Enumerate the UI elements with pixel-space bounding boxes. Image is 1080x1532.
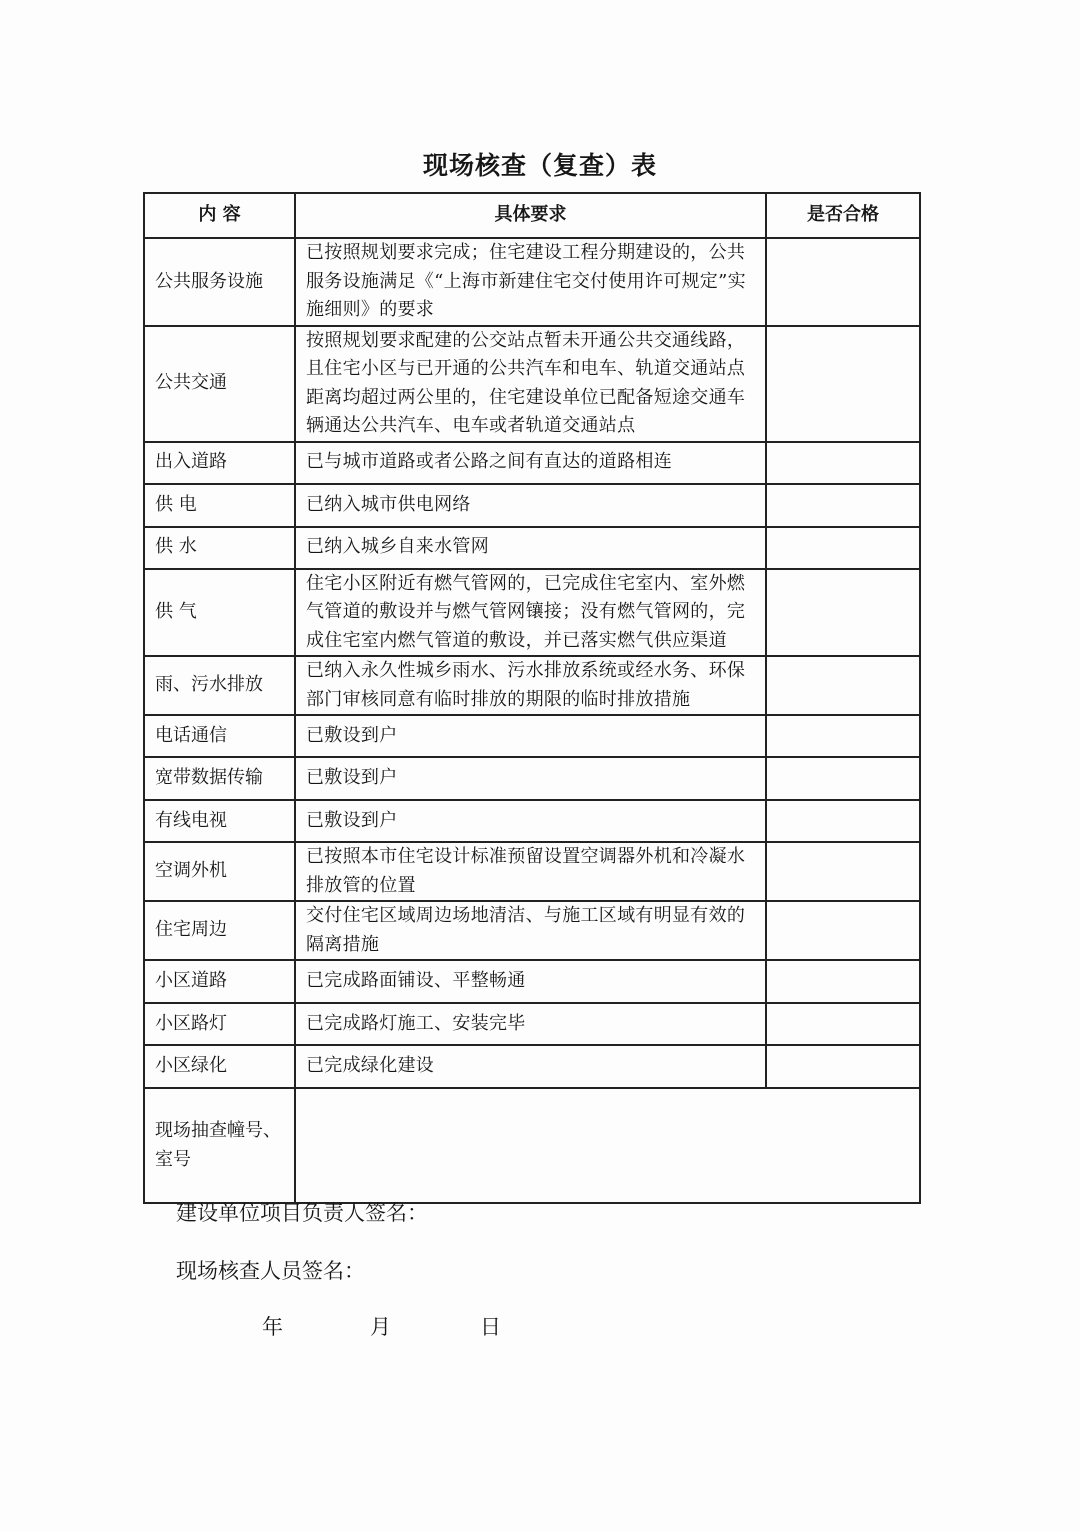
row-result-cell[interactable]: [766, 484, 920, 527]
row-result-cell[interactable]: [766, 1003, 920, 1045]
developer-signature-label: 建设单位项目负责人签名：: [176, 1201, 428, 1225]
header-qualified: 是否合格: [766, 193, 920, 238]
table-row: [144, 960, 920, 1003]
row-requirement: 交付住宅区域周边场地清洁、与施工区域有明显有效的隔离措施: [295, 901, 766, 960]
row-item: 公共服务设施: [144, 238, 295, 326]
inspector-signature-label: 现场核查人员签名：: [176, 1259, 365, 1283]
table-row: [144, 757, 920, 800]
row-item: 小区道路: [144, 960, 295, 1003]
row-result-cell[interactable]: [766, 960, 920, 1003]
table-row: [144, 442, 920, 484]
row-requirement: 已按照规划要求完成；住宅建设工程分期建设的，公共服务设施满足《“上海市新建住宅交付使用许可规定”实施细则》的要求: [295, 238, 766, 326]
row-item: 小区路灯: [144, 1003, 295, 1045]
row-result-cell[interactable]: [766, 842, 920, 901]
table-row: [144, 800, 920, 842]
spot-check-label: 现场抽查幢号、室号: [144, 1088, 295, 1203]
row-requirement: 已按照本市住宅设计标准预留设置空调器外机和冷凝水排放管的位置: [295, 842, 766, 901]
row-result-cell[interactable]: [766, 1045, 920, 1088]
spot-check-field[interactable]: [295, 1088, 920, 1203]
row-item: 出入道路: [144, 442, 295, 484]
row-result-cell[interactable]: [766, 326, 920, 442]
header-requirement: 具体要求: [295, 193, 766, 238]
row-result-cell[interactable]: [766, 800, 920, 842]
row-requirement: 住宅小区附近有燃气管网的，已完成住宅室内、室外燃气管道的敷设并与燃气管网镶接；没有燃气管网的，完成住宅室内燃气管道的敷设，并已落实燃气供应渠道: [295, 569, 766, 657]
row-item: 雨、污水排放: [144, 656, 295, 715]
row-requirement: 已与城市道路或者公路之间有直达的道路相连: [295, 442, 766, 484]
row-item: 小区绿化: [144, 1045, 295, 1088]
table-row: [144, 842, 920, 901]
row-requirement: 已纳入永久性城乡雨水、污水排放系统或经水务、环保部门审核同意有临时排放的期限的临时排放措施: [295, 656, 766, 715]
table-header-row: [144, 193, 920, 238]
row-item: 供 气: [144, 569, 295, 657]
table-row: [144, 656, 920, 715]
row-requirement: 已纳入城市供电网络: [295, 484, 766, 527]
row-requirement: 已敷设到户: [295, 757, 766, 800]
row-result-cell[interactable]: [766, 442, 920, 484]
table-row: [144, 569, 920, 657]
row-requirement: 已敷设到户: [295, 715, 766, 757]
row-result-cell[interactable]: [766, 238, 920, 326]
row-requirement: 已完成绿化建设: [295, 1045, 766, 1088]
table-row: [144, 901, 920, 960]
row-item: 公共交通: [144, 326, 295, 442]
date-month-label: 月: [370, 1315, 391, 1339]
row-item: 供 电: [144, 484, 295, 527]
row-result-cell[interactable]: [766, 569, 920, 657]
row-item: 空调外机: [144, 842, 295, 901]
page-title: 现场核查（复查）表: [422, 151, 657, 180]
row-result-cell[interactable]: [766, 757, 920, 800]
row-result-cell[interactable]: [766, 715, 920, 757]
inspection-table: [143, 192, 921, 1204]
table-row: [144, 238, 920, 326]
table-row: [144, 326, 920, 442]
table-row: [144, 1045, 920, 1088]
row-item: 住宅周边: [144, 901, 295, 960]
row-result-cell[interactable]: [766, 656, 920, 715]
row-requirement: 已完成路面铺设、平整畅通: [295, 960, 766, 1003]
row-item: 供 水: [144, 527, 295, 569]
table-row: [144, 527, 920, 569]
row-result-cell[interactable]: [766, 527, 920, 569]
header-content: 内 容: [144, 193, 295, 238]
row-item: 电话通信: [144, 715, 295, 757]
row-requirement: 已完成路灯施工、安装完毕: [295, 1003, 766, 1045]
table-row: [144, 484, 920, 527]
row-result-cell[interactable]: [766, 901, 920, 960]
row-requirement: 按照规划要求配建的公交站点暂未开通公共交通线路，且住宅小区与已开通的公共汽车和电车、轨道交通站点距离均超过两公里的，住宅建设单位已配备短途交通车辆通达公共汽车、电车或者轨道交通站点: [295, 326, 766, 442]
row-requirement: 已纳入城乡自来水管网: [295, 527, 766, 569]
row-requirement: 已敷设到户: [295, 800, 766, 842]
table-row: [144, 715, 920, 757]
row-item: 有线电视: [144, 800, 295, 842]
date-day-label: 日: [480, 1315, 501, 1339]
table-row: [144, 1003, 920, 1045]
spot-check-row: [144, 1088, 920, 1203]
date-year-label: 年: [262, 1315, 283, 1339]
row-item: 宽带数据传输: [144, 757, 295, 800]
